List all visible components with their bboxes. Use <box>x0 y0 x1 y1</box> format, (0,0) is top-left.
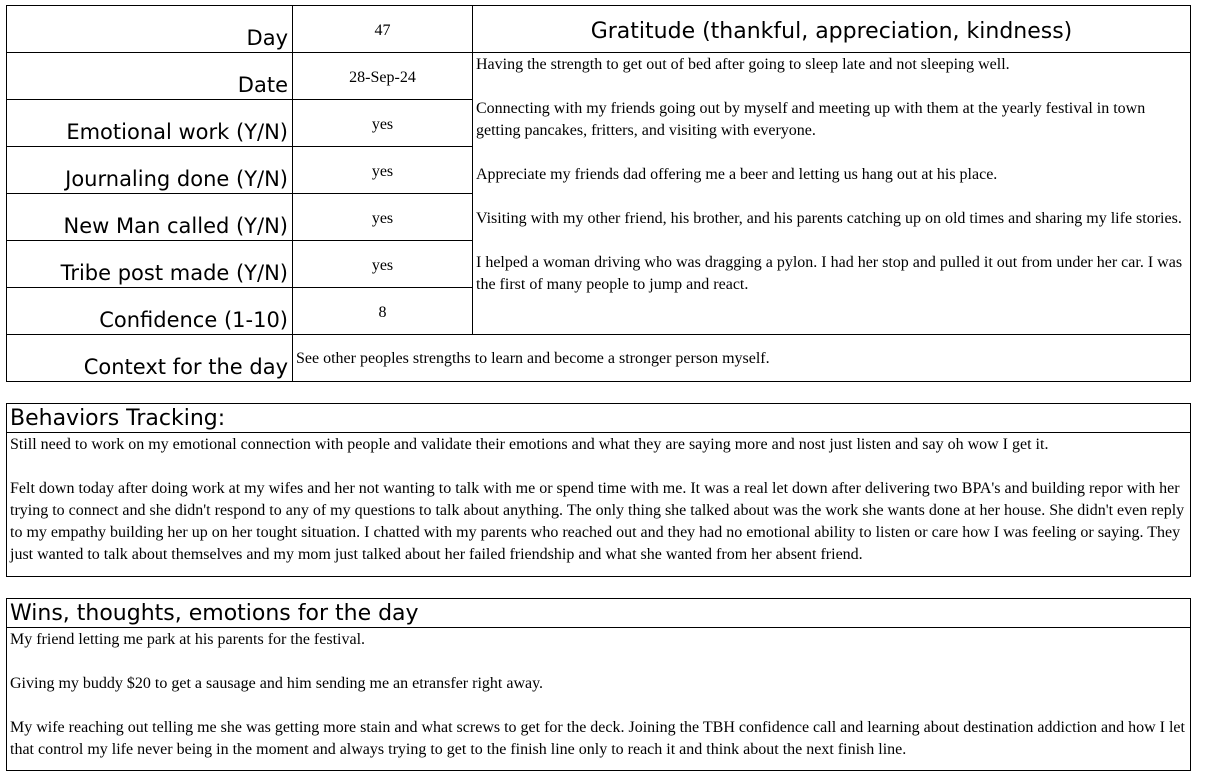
row-label-context: Context for the day <box>83 355 288 379</box>
confidence-value: 8 <box>378 304 387 321</box>
gratitude-entry: Appreciate my friends dad offering me a beer and letting us hang out at his place. <box>476 166 998 183</box>
row-label-date: Date <box>237 73 288 97</box>
tribe-post-value: yes <box>371 257 394 274</box>
wins-body <box>10 629 1188 769</box>
behaviors-title: Behaviors Tracking: <box>10 406 226 431</box>
behaviors-paragraph: Felt down today after doing work at my wifes and her not wanting to talk with me or spend time with me. It was a real let down after delivering two BPA's and building repor with her trying to connect and she didn't respond to any of my questions to talk about anything. The only thing she talked about was the work she wants done at her house. She didn't even reply to my empathy building her up on her tought situation. I chatted with my parents who reached out and they had no emotional ability to listen or care how I was feeling or saying. They just wanted to talk about themselves and my mom just talked about her failed friendship and what she wanted from her absent friend. <box>10 480 1185 563</box>
emotional-work-value: yes <box>371 116 394 133</box>
gratitude-entry: Visiting with my other friend, his brother, and his parents catching up on old times and sharing my life stories. <box>476 210 1182 227</box>
behaviors-paragraph: Still need to work on my emotional connection with people and validate their emotions and what they are saying more and nost just listen and say oh wow I get it. <box>10 436 1049 453</box>
date-value: 28-Sep-24 <box>349 69 416 86</box>
context-value: See other peoples strengths to learn and become a stronger person myself. <box>296 350 770 367</box>
day-value: 47 <box>374 22 391 39</box>
gratitude-entry: Having the strength to get out of bed after going to sleep late and not sleeping well. <box>476 56 1010 73</box>
wins-paragraph: My friend letting me park at his parents for the festival. <box>10 631 366 648</box>
gratitude-list <box>476 54 1188 332</box>
row-label-confidence: Confidence (1-10) <box>99 308 288 332</box>
wins-paragraph: Giving my buddy $20 to get a sausage and him sending me an etransfer right away. <box>10 675 544 692</box>
row-label-journaling: Journaling done (Y/N) <box>65 167 288 191</box>
row-label-tribe-post: Tribe post made (Y/N) <box>60 261 288 285</box>
journaling-value: yes <box>371 163 394 180</box>
row-label-day: Day <box>246 26 288 50</box>
gratitude-entry: Connecting with my friends going out by myself and meeting up with them at the yearly festival in town getting pancakes, fritters, and visiting with everyone. <box>476 100 1146 139</box>
new-man-called-value: yes <box>371 210 394 227</box>
wins-title: Wins, thoughts, emotions for the day <box>10 601 419 626</box>
behaviors-body <box>10 434 1188 574</box>
row-label-emotional-work: Emotional work (Y/N) <box>66 120 288 144</box>
gratitude-entry: I helped a woman driving who was dragging a pylon. I had her stop and pulled it out from under her car. I was the first of many people to jump and react. <box>476 254 1183 293</box>
wins-paragraph: My wife reaching out telling me she was getting more stain and what screws to get for the deck. Joining the TBH confidence call and learning about destination addiction and how I let that control my life never being in the moment and always trying to get to the finish line only to reach it and think about the next finish line. <box>10 719 1185 758</box>
gratitude-title: Gratitude (thankful, appreciation, kindness) <box>590 18 1073 44</box>
row-label-new-man-called: New Man called (Y/N) <box>63 214 288 238</box>
